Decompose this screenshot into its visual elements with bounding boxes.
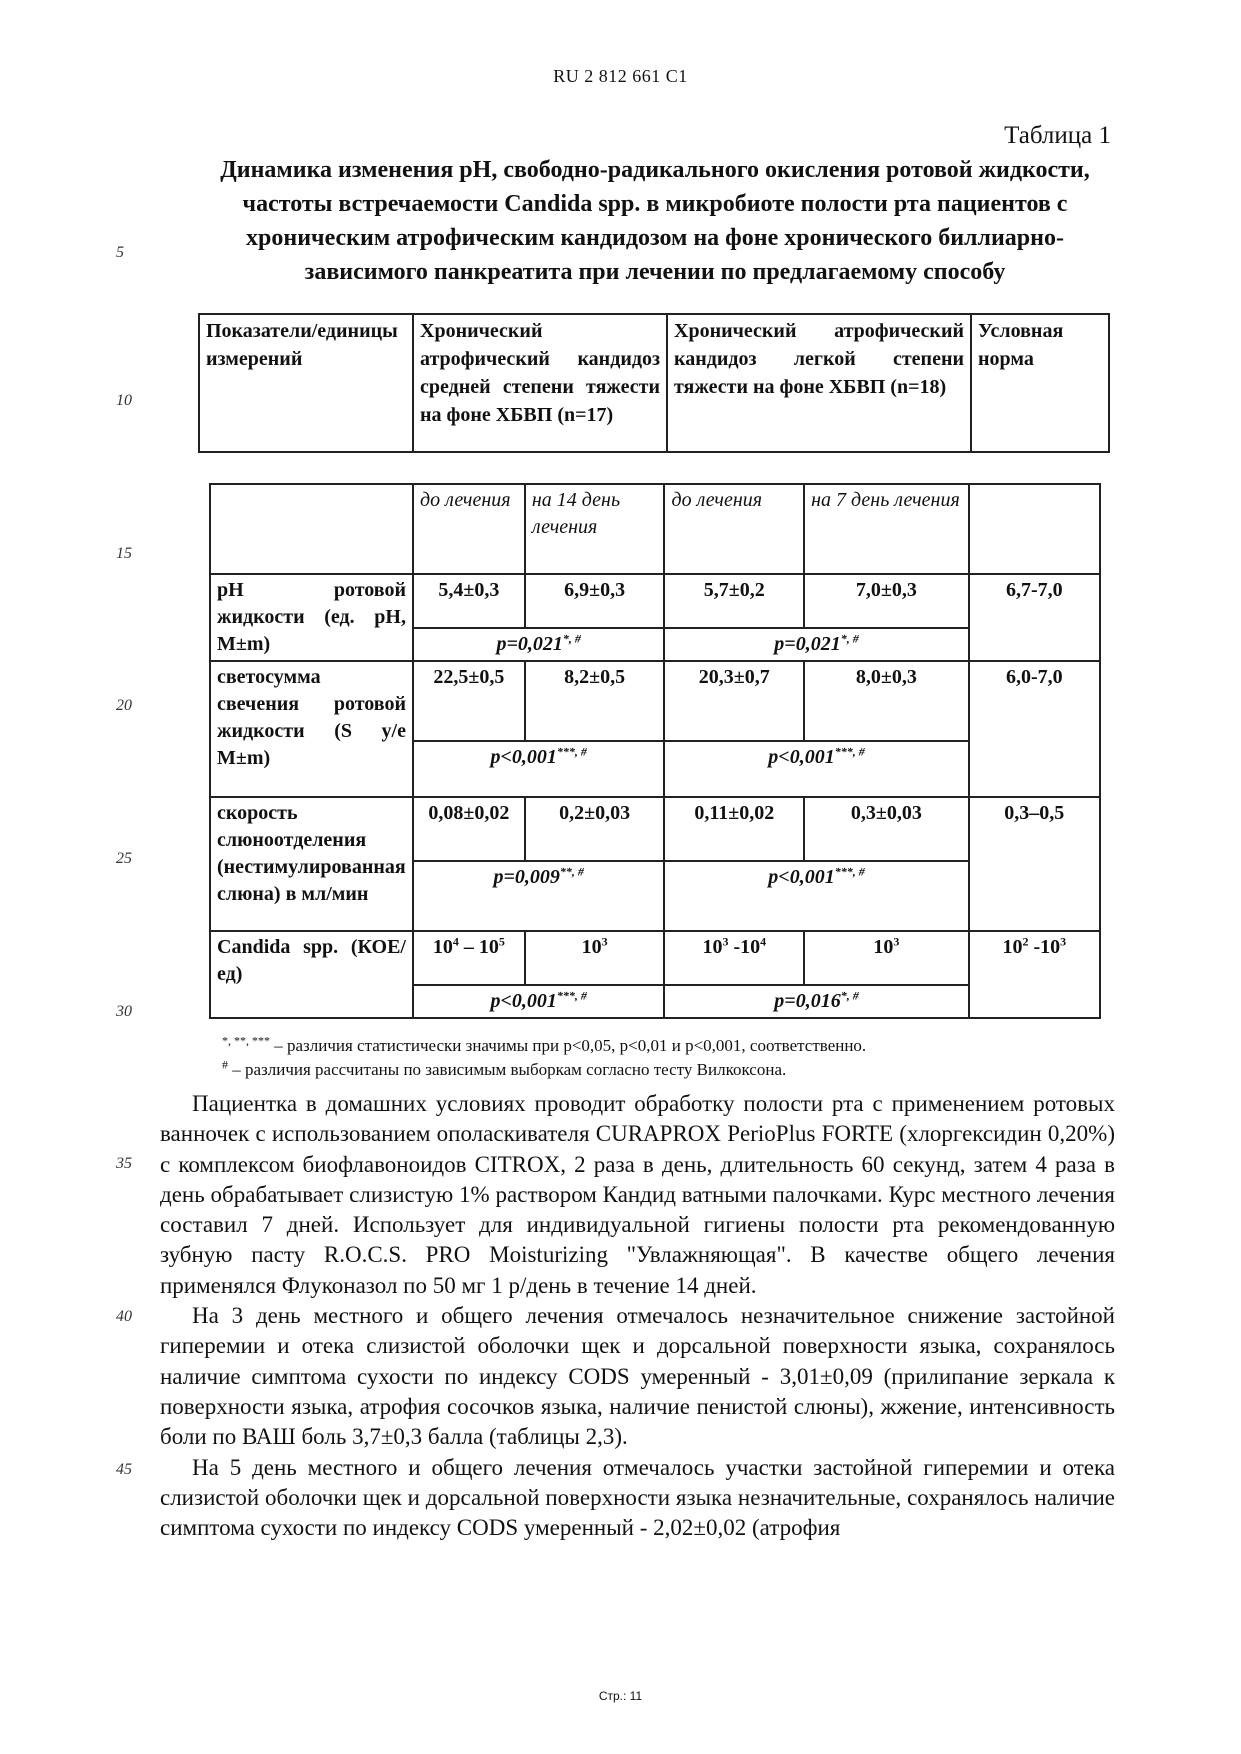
header-group-mild: Хронический атрофический кандидоз легкой степени тяжести на фоне ХБВП (n=18) bbox=[667, 314, 971, 452]
line-number: 10 bbox=[116, 392, 132, 409]
line-number: 5 bbox=[116, 244, 124, 261]
page-number: Стр.: 11 bbox=[598, 1689, 643, 1703]
table-header bbox=[198, 313, 1110, 453]
value-cell: 7,0±0,3 bbox=[804, 574, 968, 628]
norm-cell: 0,3–0,5 bbox=[969, 797, 1100, 931]
value-cell: 6,9±0,3 bbox=[525, 574, 665, 628]
p-value-cell: p<0,001***, # bbox=[664, 861, 968, 931]
value-cell: 20,3±0,7 bbox=[664, 661, 804, 741]
p-value-cell: p<0,001***, # bbox=[664, 741, 968, 797]
table-row bbox=[210, 931, 1100, 985]
table-title: Динамика изменения рН, свободно-радикального окисления ротовой жидкости, частоты встречаемости Candida spp. в микробиоте полости рта пациентов с хроническим атрофическим кандидозом на фоне хронического биллиарно-зависимого панкреатита при лечении по предлагаемому способу bbox=[220, 157, 1090, 285]
norm-cell: 6,7-7,0 bbox=[969, 574, 1100, 661]
value-cell: 0,11±0,02 bbox=[664, 797, 804, 861]
norm-cell: 6,0-7,0 bbox=[969, 661, 1100, 797]
line-number: 25 bbox=[116, 850, 132, 867]
line-number: 30 bbox=[116, 1003, 132, 1020]
value-cell: $10^3$ $-10^4$ bbox=[664, 931, 804, 985]
subheader-before-treatment: до лечения bbox=[413, 484, 525, 574]
footnote-wilcoxon: # – различия рассчитаны по зависимым выборкам согласно тесту Вилкоксона. bbox=[222, 1057, 787, 1079]
p-value-cell: p=0,009**, # bbox=[413, 861, 664, 931]
value-cell: 0,3±0,03 bbox=[804, 797, 968, 861]
empty-cell bbox=[210, 484, 413, 574]
paragraph: Пациентка в домашних условиях проводит обработку полости рта с применением ротовых ванночек с использованием ополаскивателя CURAPROX PerioPlus FORTE (хлоргексидин 0,20%) с комплексом биофлавоноидов CITROX, 2 раза в день, длительность 60 секунд, затем 4 раза в день обрабатывает слизистую 1% раствором Кандид ватными палочками. Курс местного лечения составил 7 дней. Использует для индивидуальной гигиены полости рта рекомендованную зубную пасту R.O.C.S. PRO Moisturizing "Увлажняющая". В качестве общего лечения применялся Флуконазол по 50 мг 1 р/день в течение 14 дней. bbox=[160, 1091, 1115, 1298]
value-cell: $10^3$ bbox=[525, 931, 665, 985]
table-row bbox=[210, 797, 1100, 861]
norm-cell: $10^2$ $-10^3$ bbox=[969, 931, 1100, 1018]
row-label-salivation: скорость слюноотделения (нестимулированная слюна) в мл/мин bbox=[210, 797, 413, 931]
line-number: 35 bbox=[116, 1155, 132, 1172]
subheader-day-14: на 14 день лечения bbox=[525, 484, 665, 574]
p-value-cell: p=0,016*, # bbox=[664, 985, 968, 1018]
value-cell: 5,4±0,3 bbox=[413, 574, 525, 628]
paragraph: На 5 день местного и общего лечения отмечалось участки застойной гиперемии и отека слизистой оболочки щек и дорсальной поверхности языка незначительные, сохранялось наличие симптома сухости по индексу CODS умеренный - 2,02±0,02 (атрофия bbox=[160, 1454, 1115, 1541]
value-cell: $10^3$ bbox=[804, 931, 968, 985]
value-cell: 22,5±0,5 bbox=[413, 661, 525, 741]
table-row bbox=[210, 661, 1100, 741]
value-cell: 0,08±0,02 bbox=[413, 797, 525, 861]
document-header: RU 2 812 661 C1 bbox=[553, 66, 688, 86]
line-number: 20 bbox=[116, 697, 132, 714]
header-indicators: Показатели/единицы измерений bbox=[199, 314, 413, 452]
data-table bbox=[209, 483, 1101, 1019]
value-cell: 5,7±0,2 bbox=[664, 574, 804, 628]
row-label-chemiluminescence: светосумма свечения ротовой жидкости (S у/е M±m) bbox=[210, 661, 413, 797]
table-row bbox=[210, 574, 1100, 628]
p-value-cell: p=0,021*, # bbox=[413, 628, 664, 661]
value-cell: 0,2±0,03 bbox=[525, 797, 665, 861]
value-cell: $10^4 - 10^5$ bbox=[413, 931, 525, 985]
header-norm: Условная норма bbox=[971, 314, 1109, 452]
line-number: 15 bbox=[116, 545, 132, 562]
p-value-cell: p=0,021*, # bbox=[664, 628, 968, 661]
empty-cell bbox=[969, 484, 1100, 574]
p-value-cell: p<0,001***, # bbox=[413, 985, 664, 1018]
value-cell: 8,0±0,3 bbox=[804, 661, 968, 741]
value-cell: 8,2±0,5 bbox=[525, 661, 665, 741]
row-label-candida: Candida spp. (КОЕ/ед) bbox=[210, 931, 413, 1018]
subheader-before-treatment: до лечения bbox=[664, 484, 804, 574]
subheader-day-7: на 7 день лечения bbox=[804, 484, 968, 574]
body-text bbox=[160, 1089, 1115, 1543]
row-label-ph: pH ротовой жидкости (ед. pH, M±m) bbox=[210, 574, 413, 661]
line-number: 45 bbox=[116, 1461, 132, 1478]
footnote-significance: *, **, *** – различия статистически значимы при p<0,05, p<0,01 и p<0,001, соответственно. bbox=[222, 1033, 867, 1055]
header-group-moderate: Хронический атрофический кандидоз средней степени тяжести на фоне ХБВП (n=17) bbox=[413, 314, 667, 452]
p-value-cell: p<0,001***, # bbox=[413, 741, 664, 797]
paragraph: На 3 день местного и общего лечения отмечалось незначительное снижение застойной гиперемии и отека слизистой оболочки щек и дорсальной поверхности языка, сохранялось наличие симптома сухости по индексу CODS умеренный - 3,01±0,09 (прилипание зеркала к поверхности языка, атрофия сосочков языка, наличие пенистой слюны), жжение, интенсивность боли по ВАШ боль 3,7±0,3 балла (таблицы 2,3). bbox=[160, 1303, 1115, 1450]
table-label: Таблица 1 bbox=[1004, 122, 1111, 149]
line-number: 40 bbox=[116, 1308, 132, 1325]
